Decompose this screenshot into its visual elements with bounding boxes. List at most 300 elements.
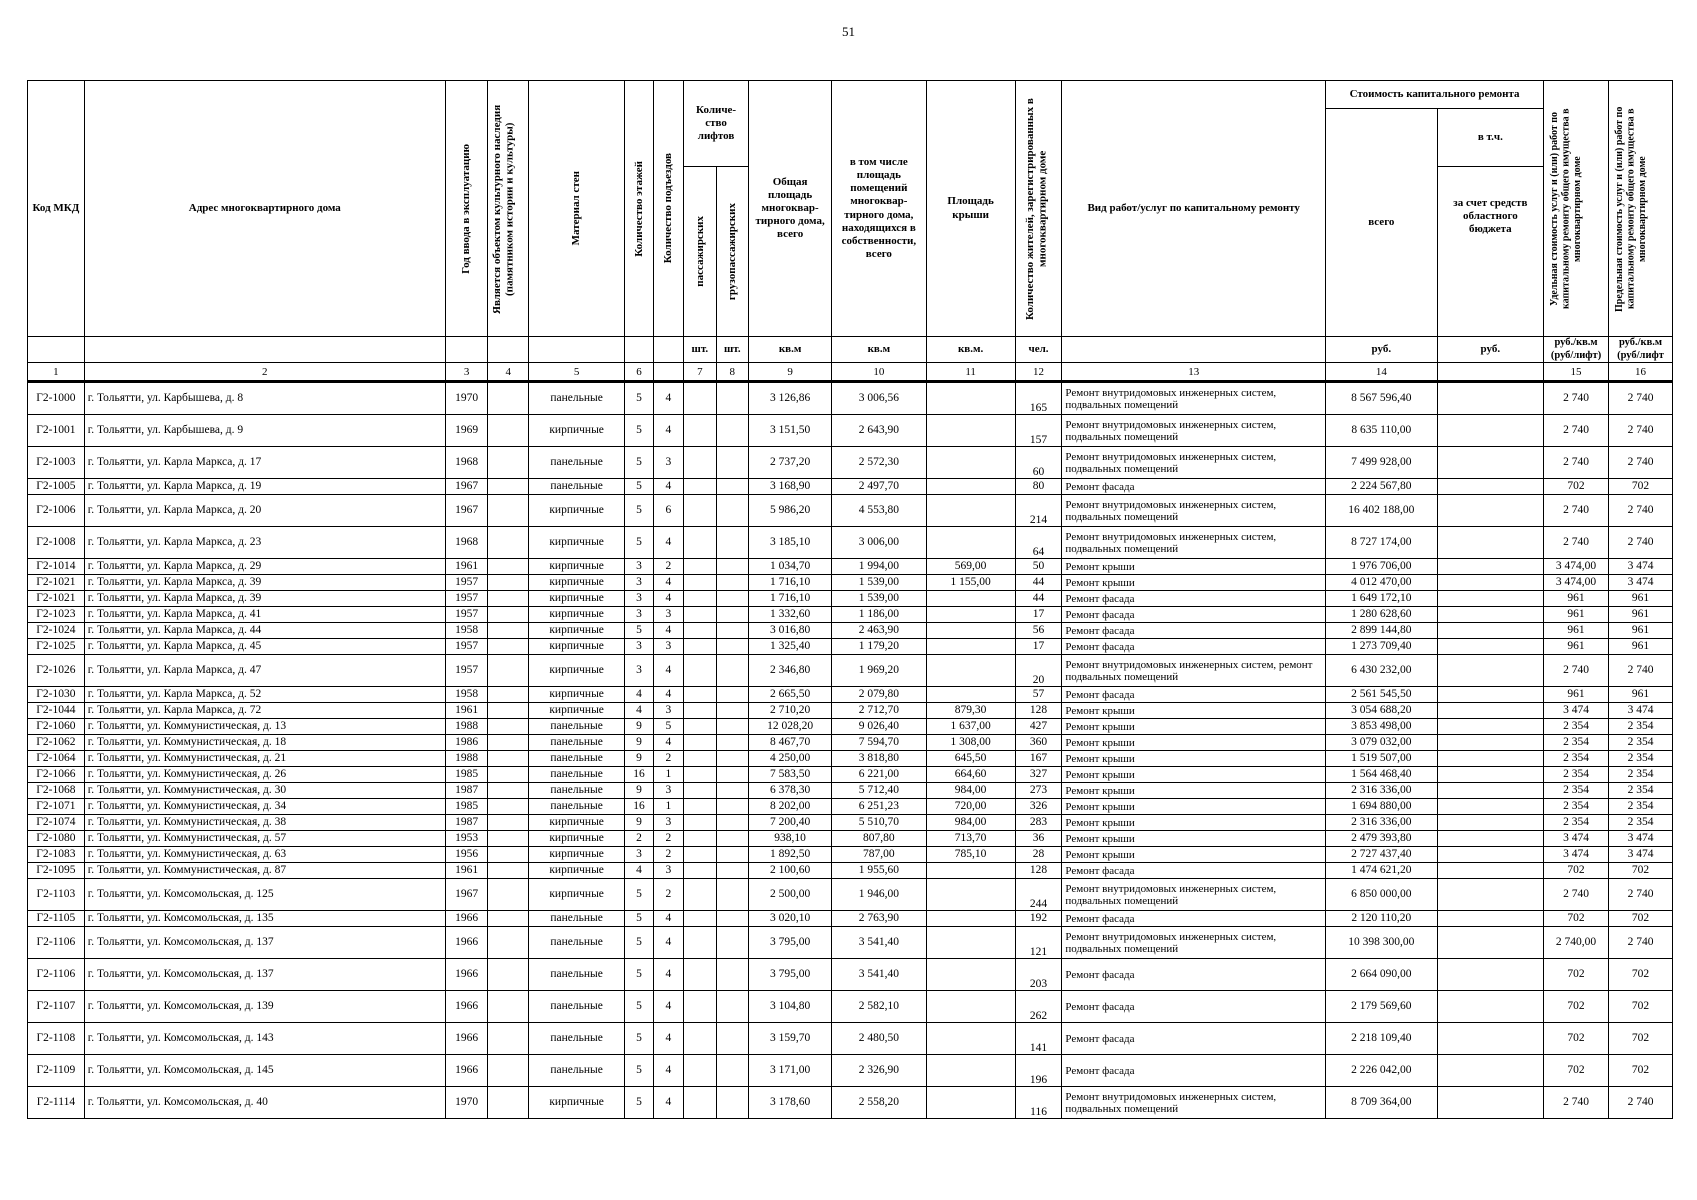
cell-address: г. Тольятти, ул. Комсомольская, д. 125 [84, 879, 445, 911]
cell-residents: 427 [1015, 719, 1062, 735]
cell-wall-material: панельные [528, 1055, 624, 1087]
column-number: 5 [528, 363, 624, 382]
cell-work-type: Ремонт фасада [1062, 623, 1326, 639]
header-freight-lifts: грузопассажирских [716, 167, 748, 337]
cell-cost-total: 1 694 880,00 [1326, 799, 1438, 815]
cell-residents: 196 [1015, 1055, 1062, 1087]
cell-max-cost: 3 474 [1609, 575, 1673, 591]
cell-address: г. Тольятти, ул. Карла Маркса, д. 47 [84, 655, 445, 687]
cell-unit-cost: 961 [1544, 607, 1609, 623]
cell-year: 1985 [445, 799, 488, 815]
header-wall-material: Материал стен [528, 81, 624, 337]
cell-cost-total: 8 709 364,00 [1326, 1087, 1438, 1119]
cell-max-cost: 702 [1609, 991, 1673, 1023]
cell-roof-area: 569,00 [926, 559, 1015, 575]
cell-passenger-lifts [684, 799, 716, 815]
table-row [28, 863, 1673, 879]
cell-max-cost: 2 354 [1609, 751, 1673, 767]
cell-code: Г2-1074 [28, 815, 85, 831]
table-row [28, 991, 1673, 1023]
cell-entrances: 4 [653, 735, 683, 751]
cell-owned-area: 4 553,80 [832, 495, 926, 527]
cell-heritage [488, 527, 529, 559]
cell-passenger-lifts [684, 863, 716, 879]
cell-floors: 5 [625, 991, 653, 1023]
cell-roof-area [926, 1087, 1015, 1119]
cell-wall-material: панельные [528, 959, 624, 991]
cell-unit-cost: 3 474 [1544, 831, 1609, 847]
header-roof-area: Площадь крыши [926, 81, 1015, 337]
cell-max-cost: 2 740 [1609, 447, 1673, 479]
cell-entrances: 3 [653, 863, 683, 879]
cell-year: 1970 [445, 1087, 488, 1119]
cell-freight-lifts [716, 831, 748, 847]
cell-entrances: 4 [653, 1055, 683, 1087]
cell-roof-area: 879,30 [926, 703, 1015, 719]
cell-freight-lifts [716, 495, 748, 527]
cell-passenger-lifts [684, 719, 716, 735]
cell-residents: 17 [1015, 607, 1062, 623]
cell-code: Г2-1108 [28, 1023, 85, 1055]
cell-entrances: 4 [653, 655, 683, 687]
cell-code: Г2-1060 [28, 719, 85, 735]
cell-work-type: Ремонт фасада [1062, 911, 1326, 927]
cell-regional-budget [1437, 639, 1544, 655]
cell-passenger-lifts [684, 687, 716, 703]
cell-wall-material: панельные [528, 735, 624, 751]
cell-wall-material: кирпичные [528, 623, 624, 639]
cell-owned-area: 6 221,00 [832, 767, 926, 783]
cell-total-area: 1 332,60 [749, 607, 832, 623]
cell-code: Г2-1109 [28, 1055, 85, 1087]
cell-address: г. Тольятти, ул. Карла Маркса, д. 39 [84, 575, 445, 591]
table-row [28, 447, 1673, 479]
cell-regional-budget [1437, 382, 1544, 415]
cell-year: 1987 [445, 815, 488, 831]
table-row [28, 639, 1673, 655]
cell-wall-material: кирпичные [528, 863, 624, 879]
cell-owned-area: 1 539,00 [832, 575, 926, 591]
cell-passenger-lifts [684, 591, 716, 607]
cell-residents: 360 [1015, 735, 1062, 751]
cell-work-type: Ремонт крыши [1062, 815, 1326, 831]
table-body [28, 382, 1673, 1119]
cell-cost-total: 1 273 709,40 [1326, 639, 1438, 655]
cell-total-area: 8 202,00 [749, 799, 832, 815]
cell-freight-lifts [716, 879, 748, 911]
cell-regional-budget [1437, 559, 1544, 575]
cell-max-cost: 702 [1609, 1023, 1673, 1055]
cell-regional-budget [1437, 991, 1544, 1023]
cell-address: г. Тольятти, ул. Карла Маркса, д. 72 [84, 703, 445, 719]
cell-address: г. Тольятти, ул. Комсомольская, д. 40 [84, 1087, 445, 1119]
cell-wall-material: кирпичные [528, 1087, 624, 1119]
cell-unit-cost: 961 [1544, 687, 1609, 703]
cell-regional-budget [1437, 575, 1544, 591]
cell-freight-lifts [716, 1087, 748, 1119]
cell-residents: 273 [1015, 783, 1062, 799]
cell-code: Г2-1021 [28, 575, 85, 591]
cell-freight-lifts [716, 767, 748, 783]
cell-heritage [488, 623, 529, 639]
cell-heritage [488, 959, 529, 991]
cell-residents: 121 [1015, 927, 1062, 959]
cell-freight-lifts [716, 447, 748, 479]
cell-floors: 5 [625, 415, 653, 447]
cell-total-area: 3 795,00 [749, 927, 832, 959]
cell-roof-area [926, 382, 1015, 415]
cell-wall-material: кирпичные [528, 591, 624, 607]
cell-work-type: Ремонт фасада [1062, 863, 1326, 879]
column-number: 11 [926, 363, 1015, 382]
column-number: 7 [684, 363, 716, 382]
cell-owned-area: 1 539,00 [832, 591, 926, 607]
cell-roof-area [926, 991, 1015, 1023]
cell-roof-area: 1 637,00 [926, 719, 1015, 735]
cell-residents: 327 [1015, 767, 1062, 783]
cell-total-area: 6 378,30 [749, 783, 832, 799]
cell-work-type: Ремонт крыши [1062, 847, 1326, 863]
cell-floors: 3 [625, 655, 653, 687]
cell-wall-material: кирпичные [528, 831, 624, 847]
table-row [28, 831, 1673, 847]
header-max-cost: Предельная стоимость услуг и (или) работ по капитальному ремонту общего имущества в многоквартирном доме [1609, 81, 1673, 337]
cell-cost-total: 16 402 188,00 [1326, 495, 1438, 527]
cell-work-type: Ремонт фасада [1062, 1055, 1326, 1087]
table-row [28, 847, 1673, 863]
page-number: 51 [842, 24, 855, 39]
cell-address: г. Тольятти, ул. Комсомольская, д. 139 [84, 991, 445, 1023]
cell-residents: 262 [1015, 991, 1062, 1023]
cell-passenger-lifts [684, 382, 716, 415]
cell-owned-area: 7 594,70 [832, 735, 926, 751]
cell-work-type: Ремонт крыши [1062, 703, 1326, 719]
cell-address: г. Тольятти, ул. Карла Маркса, д. 19 [84, 479, 445, 495]
table-row [28, 559, 1673, 575]
table-row [28, 783, 1673, 799]
cell-floors: 4 [625, 703, 653, 719]
cell-freight-lifts [716, 1023, 748, 1055]
cell-owned-area: 787,00 [832, 847, 926, 863]
cell-total-area: 1 716,10 [749, 575, 832, 591]
cell-roof-area [926, 687, 1015, 703]
cell-year: 1967 [445, 879, 488, 911]
cell-entrances: 4 [653, 479, 683, 495]
cell-floors: 5 [625, 382, 653, 415]
cell-address: г. Тольятти, ул. Карла Маркса, д. 44 [84, 623, 445, 639]
cell-heritage [488, 847, 529, 863]
cell-regional-budget [1437, 719, 1544, 735]
cell-year: 1970 [445, 382, 488, 415]
table-row [28, 479, 1673, 495]
cell-owned-area: 2 572,30 [832, 447, 926, 479]
cell-regional-budget [1437, 863, 1544, 879]
cell-floors: 5 [625, 527, 653, 559]
cell-total-area: 12 028,20 [749, 719, 832, 735]
cell-unit-cost: 961 [1544, 591, 1609, 607]
cell-unit-cost: 3 474 [1544, 847, 1609, 863]
cell-entrances: 4 [653, 991, 683, 1023]
cell-cost-total: 2 179 569,60 [1326, 991, 1438, 1023]
cell-passenger-lifts [684, 767, 716, 783]
cell-code: Г2-1006 [28, 495, 85, 527]
cell-wall-material: кирпичные [528, 415, 624, 447]
cell-wall-material: панельные [528, 767, 624, 783]
cell-total-area: 5 986,20 [749, 495, 832, 527]
cell-wall-material: кирпичные [528, 639, 624, 655]
cell-total-area: 2 737,20 [749, 447, 832, 479]
cell-freight-lifts [716, 911, 748, 927]
cell-entrances: 4 [653, 959, 683, 991]
cell-regional-budget [1437, 447, 1544, 479]
cell-work-type: Ремонт фасада [1062, 1023, 1326, 1055]
unit-owned-area: кв.м [832, 337, 926, 363]
cell-freight-lifts [716, 719, 748, 735]
cell-unit-cost: 702 [1544, 1055, 1609, 1087]
cell-work-type: Ремонт внутридомовых инженерных систем, подвальных помещений [1062, 879, 1326, 911]
cell-wall-material: кирпичные [528, 655, 624, 687]
cell-max-cost: 3 474 [1609, 703, 1673, 719]
cell-entrances: 2 [653, 879, 683, 911]
cell-address: г. Тольятти, ул. Карла Маркса, д. 17 [84, 447, 445, 479]
cell-wall-material: панельные [528, 447, 624, 479]
cell-owned-area: 3 541,40 [832, 927, 926, 959]
cell-freight-lifts [716, 479, 748, 495]
table-row [28, 575, 1673, 591]
cell-heritage [488, 751, 529, 767]
column-number: 10 [832, 363, 926, 382]
cell-heritage [488, 575, 529, 591]
cell-passenger-lifts [684, 735, 716, 751]
unit-roof: кв.м. [926, 337, 1015, 363]
cell-floors: 9 [625, 751, 653, 767]
cell-unit-cost: 961 [1544, 639, 1609, 655]
cell-heritage [488, 927, 529, 959]
cell-regional-budget [1437, 799, 1544, 815]
table-row [28, 527, 1673, 559]
cell-heritage [488, 799, 529, 815]
cell-heritage [488, 911, 529, 927]
header-passenger-lifts: пассажирских [684, 167, 716, 337]
column-number: 14 [1326, 363, 1438, 382]
cell-max-cost: 2 354 [1609, 735, 1673, 751]
column-number: 4 [488, 363, 529, 382]
cell-total-area: 3 020,10 [749, 911, 832, 927]
cell-passenger-lifts [684, 655, 716, 687]
cell-cost-total: 2 664 090,00 [1326, 959, 1438, 991]
cell-heritage [488, 479, 529, 495]
cell-unit-cost: 3 474,00 [1544, 575, 1609, 591]
cell-regional-budget [1437, 623, 1544, 639]
cell-roof-area [926, 415, 1015, 447]
unit-empty-6 [625, 337, 653, 363]
unit-empty-5 [528, 337, 624, 363]
cell-regional-budget [1437, 591, 1544, 607]
cell-wall-material: панельные [528, 479, 624, 495]
cell-owned-area: 1 179,20 [832, 639, 926, 655]
cell-wall-material: кирпичные [528, 703, 624, 719]
cell-passenger-lifts [684, 831, 716, 847]
cell-work-type: Ремонт крыши [1062, 559, 1326, 575]
cell-cost-total: 2 727 437,40 [1326, 847, 1438, 863]
cell-passenger-lifts [684, 527, 716, 559]
cell-address: г. Тольятти, ул. Комсомольская, д. 137 [84, 927, 445, 959]
cell-max-cost: 702 [1609, 911, 1673, 927]
cell-max-cost: 702 [1609, 959, 1673, 991]
cell-passenger-lifts [684, 927, 716, 959]
cell-wall-material: панельные [528, 927, 624, 959]
cell-work-type: Ремонт фасада [1062, 959, 1326, 991]
cell-address: г. Тольятти, ул. Коммунистическая, д. 38 [84, 815, 445, 831]
cell-wall-material: панельные [528, 719, 624, 735]
header-work-type: Вид работ/услуг по капитальному ремонту [1062, 81, 1326, 337]
cell-roof-area: 984,00 [926, 783, 1015, 799]
table-row [28, 815, 1673, 831]
cell-address: г. Тольятти, ул. Коммунистическая, д. 57 [84, 831, 445, 847]
header-floors: Количество этажей [625, 81, 653, 337]
table-row [28, 382, 1673, 415]
cell-entrances: 2 [653, 751, 683, 767]
cell-work-type: Ремонт крыши [1062, 575, 1326, 591]
cell-entrances: 3 [653, 703, 683, 719]
cell-cost-total: 7 499 928,00 [1326, 447, 1438, 479]
cell-address: г. Тольятти, ул. Комсомольская, д. 137 [84, 959, 445, 991]
cell-residents: 60 [1015, 447, 1062, 479]
cell-max-cost: 3 474 [1609, 559, 1673, 575]
cell-year: 1966 [445, 959, 488, 991]
column-number: 3 [445, 363, 488, 382]
cell-heritage [488, 591, 529, 607]
cell-address: г. Тольятти, ул. Карбышева, д. 8 [84, 382, 445, 415]
cell-unit-cost: 2 354 [1544, 783, 1609, 799]
cell-owned-area: 5 510,70 [832, 815, 926, 831]
cell-unit-cost: 2 740,00 [1544, 927, 1609, 959]
header-year: Год ввода в эксплуатацию [445, 81, 488, 337]
cell-passenger-lifts [684, 911, 716, 927]
cell-floors: 9 [625, 735, 653, 751]
cell-floors: 9 [625, 815, 653, 831]
cell-freight-lifts [716, 415, 748, 447]
cell-year: 1956 [445, 847, 488, 863]
column-number: 12 [1015, 363, 1062, 382]
cell-roof-area [926, 1055, 1015, 1087]
cell-cost-total: 8 727 174,00 [1326, 527, 1438, 559]
cell-passenger-lifts [684, 847, 716, 863]
cell-unit-cost: 2 354 [1544, 799, 1609, 815]
cell-work-type: Ремонт крыши [1062, 831, 1326, 847]
header-regional-budget: за счет средств областного бюджета [1437, 167, 1544, 337]
cell-total-area: 938,10 [749, 831, 832, 847]
cell-cost-total: 2 120 110,20 [1326, 911, 1438, 927]
cell-max-cost: 2 354 [1609, 783, 1673, 799]
unit-residents: чел. [1015, 337, 1062, 363]
column-number: 9 [749, 363, 832, 382]
cell-entrances: 4 [653, 1087, 683, 1119]
cell-work-type: Ремонт фасада [1062, 607, 1326, 623]
cell-max-cost: 2 354 [1609, 719, 1673, 735]
cell-floors: 16 [625, 799, 653, 815]
cell-floors: 5 [625, 495, 653, 527]
cell-regional-budget [1437, 703, 1544, 719]
header-total-area: Общая площадь многоквар-тирного дома, всего [749, 81, 832, 337]
cell-residents: 20 [1015, 655, 1062, 687]
unit-16: руб./кв.м (руб/лифт [1609, 337, 1673, 363]
cell-address: г. Тольятти, ул. Коммунистическая, д. 30 [84, 783, 445, 799]
cell-cost-total: 2 226 042,00 [1326, 1055, 1438, 1087]
header-lifts: Количе-ство лифтов [684, 81, 749, 167]
cell-floors: 9 [625, 719, 653, 735]
cell-owned-area: 2 326,90 [832, 1055, 926, 1087]
cell-owned-area: 1 186,00 [832, 607, 926, 623]
cell-code: Г2-1083 [28, 847, 85, 863]
cell-freight-lifts [716, 799, 748, 815]
cell-wall-material: кирпичные [528, 575, 624, 591]
cell-wall-material: кирпичные [528, 847, 624, 863]
cell-unit-cost: 2 740 [1544, 527, 1609, 559]
cell-residents: 214 [1015, 495, 1062, 527]
cell-regional-budget [1437, 607, 1544, 623]
cell-cost-total: 2 479 393,80 [1326, 831, 1438, 847]
cell-address: г. Тольятти, ул. Коммунистическая, д. 87 [84, 863, 445, 879]
cell-year: 1961 [445, 703, 488, 719]
cell-freight-lifts [716, 959, 748, 991]
cell-floors: 3 [625, 559, 653, 575]
cell-roof-area: 664,60 [926, 767, 1015, 783]
cell-owned-area: 3 818,80 [832, 751, 926, 767]
cell-cost-total: 3 054 688,20 [1326, 703, 1438, 719]
cell-total-area: 3 016,80 [749, 623, 832, 639]
cell-regional-budget [1437, 1055, 1544, 1087]
cell-total-area: 1 892,50 [749, 847, 832, 863]
table-row [28, 623, 1673, 639]
cell-entrances: 2 [653, 831, 683, 847]
table-row [28, 1055, 1673, 1087]
cell-residents: 203 [1015, 959, 1062, 991]
cell-code: Г2-1106 [28, 959, 85, 991]
cell-floors: 5 [625, 623, 653, 639]
cell-freight-lifts [716, 607, 748, 623]
cell-total-area: 2 500,00 [749, 879, 832, 911]
cell-regional-budget [1437, 415, 1544, 447]
cell-heritage [488, 415, 529, 447]
header-residents: Количество жителей, зарегистрированных в многоквартирном доме [1015, 81, 1062, 337]
cell-cost-total: 1 564 468,40 [1326, 767, 1438, 783]
cell-residents: 17 [1015, 639, 1062, 655]
cell-entrances: 4 [653, 527, 683, 559]
table-row [28, 767, 1673, 783]
cell-work-type: Ремонт крыши [1062, 751, 1326, 767]
header-cost-total: всего [1326, 109, 1438, 337]
table-row [28, 959, 1673, 991]
cell-heritage [488, 655, 529, 687]
cell-floors: 5 [625, 879, 653, 911]
cell-owned-area: 2 712,70 [832, 703, 926, 719]
header-cost: Стоимость капитального ремонта [1326, 81, 1544, 109]
cell-roof-area [926, 863, 1015, 879]
unit-empty-2 [84, 337, 445, 363]
cell-year: 1967 [445, 479, 488, 495]
cell-roof-area: 785,10 [926, 847, 1015, 863]
table-row [28, 799, 1673, 815]
cell-total-area: 4 250,00 [749, 751, 832, 767]
cell-cost-total: 10 398 300,00 [1326, 927, 1438, 959]
unit-total: руб. [1326, 337, 1438, 363]
cell-code: Г2-1080 [28, 831, 85, 847]
cell-cost-total: 2 224 567,80 [1326, 479, 1438, 495]
cell-year: 1966 [445, 1055, 488, 1087]
cell-owned-area: 3 006,00 [832, 527, 926, 559]
cell-roof-area: 1 308,00 [926, 735, 1015, 751]
